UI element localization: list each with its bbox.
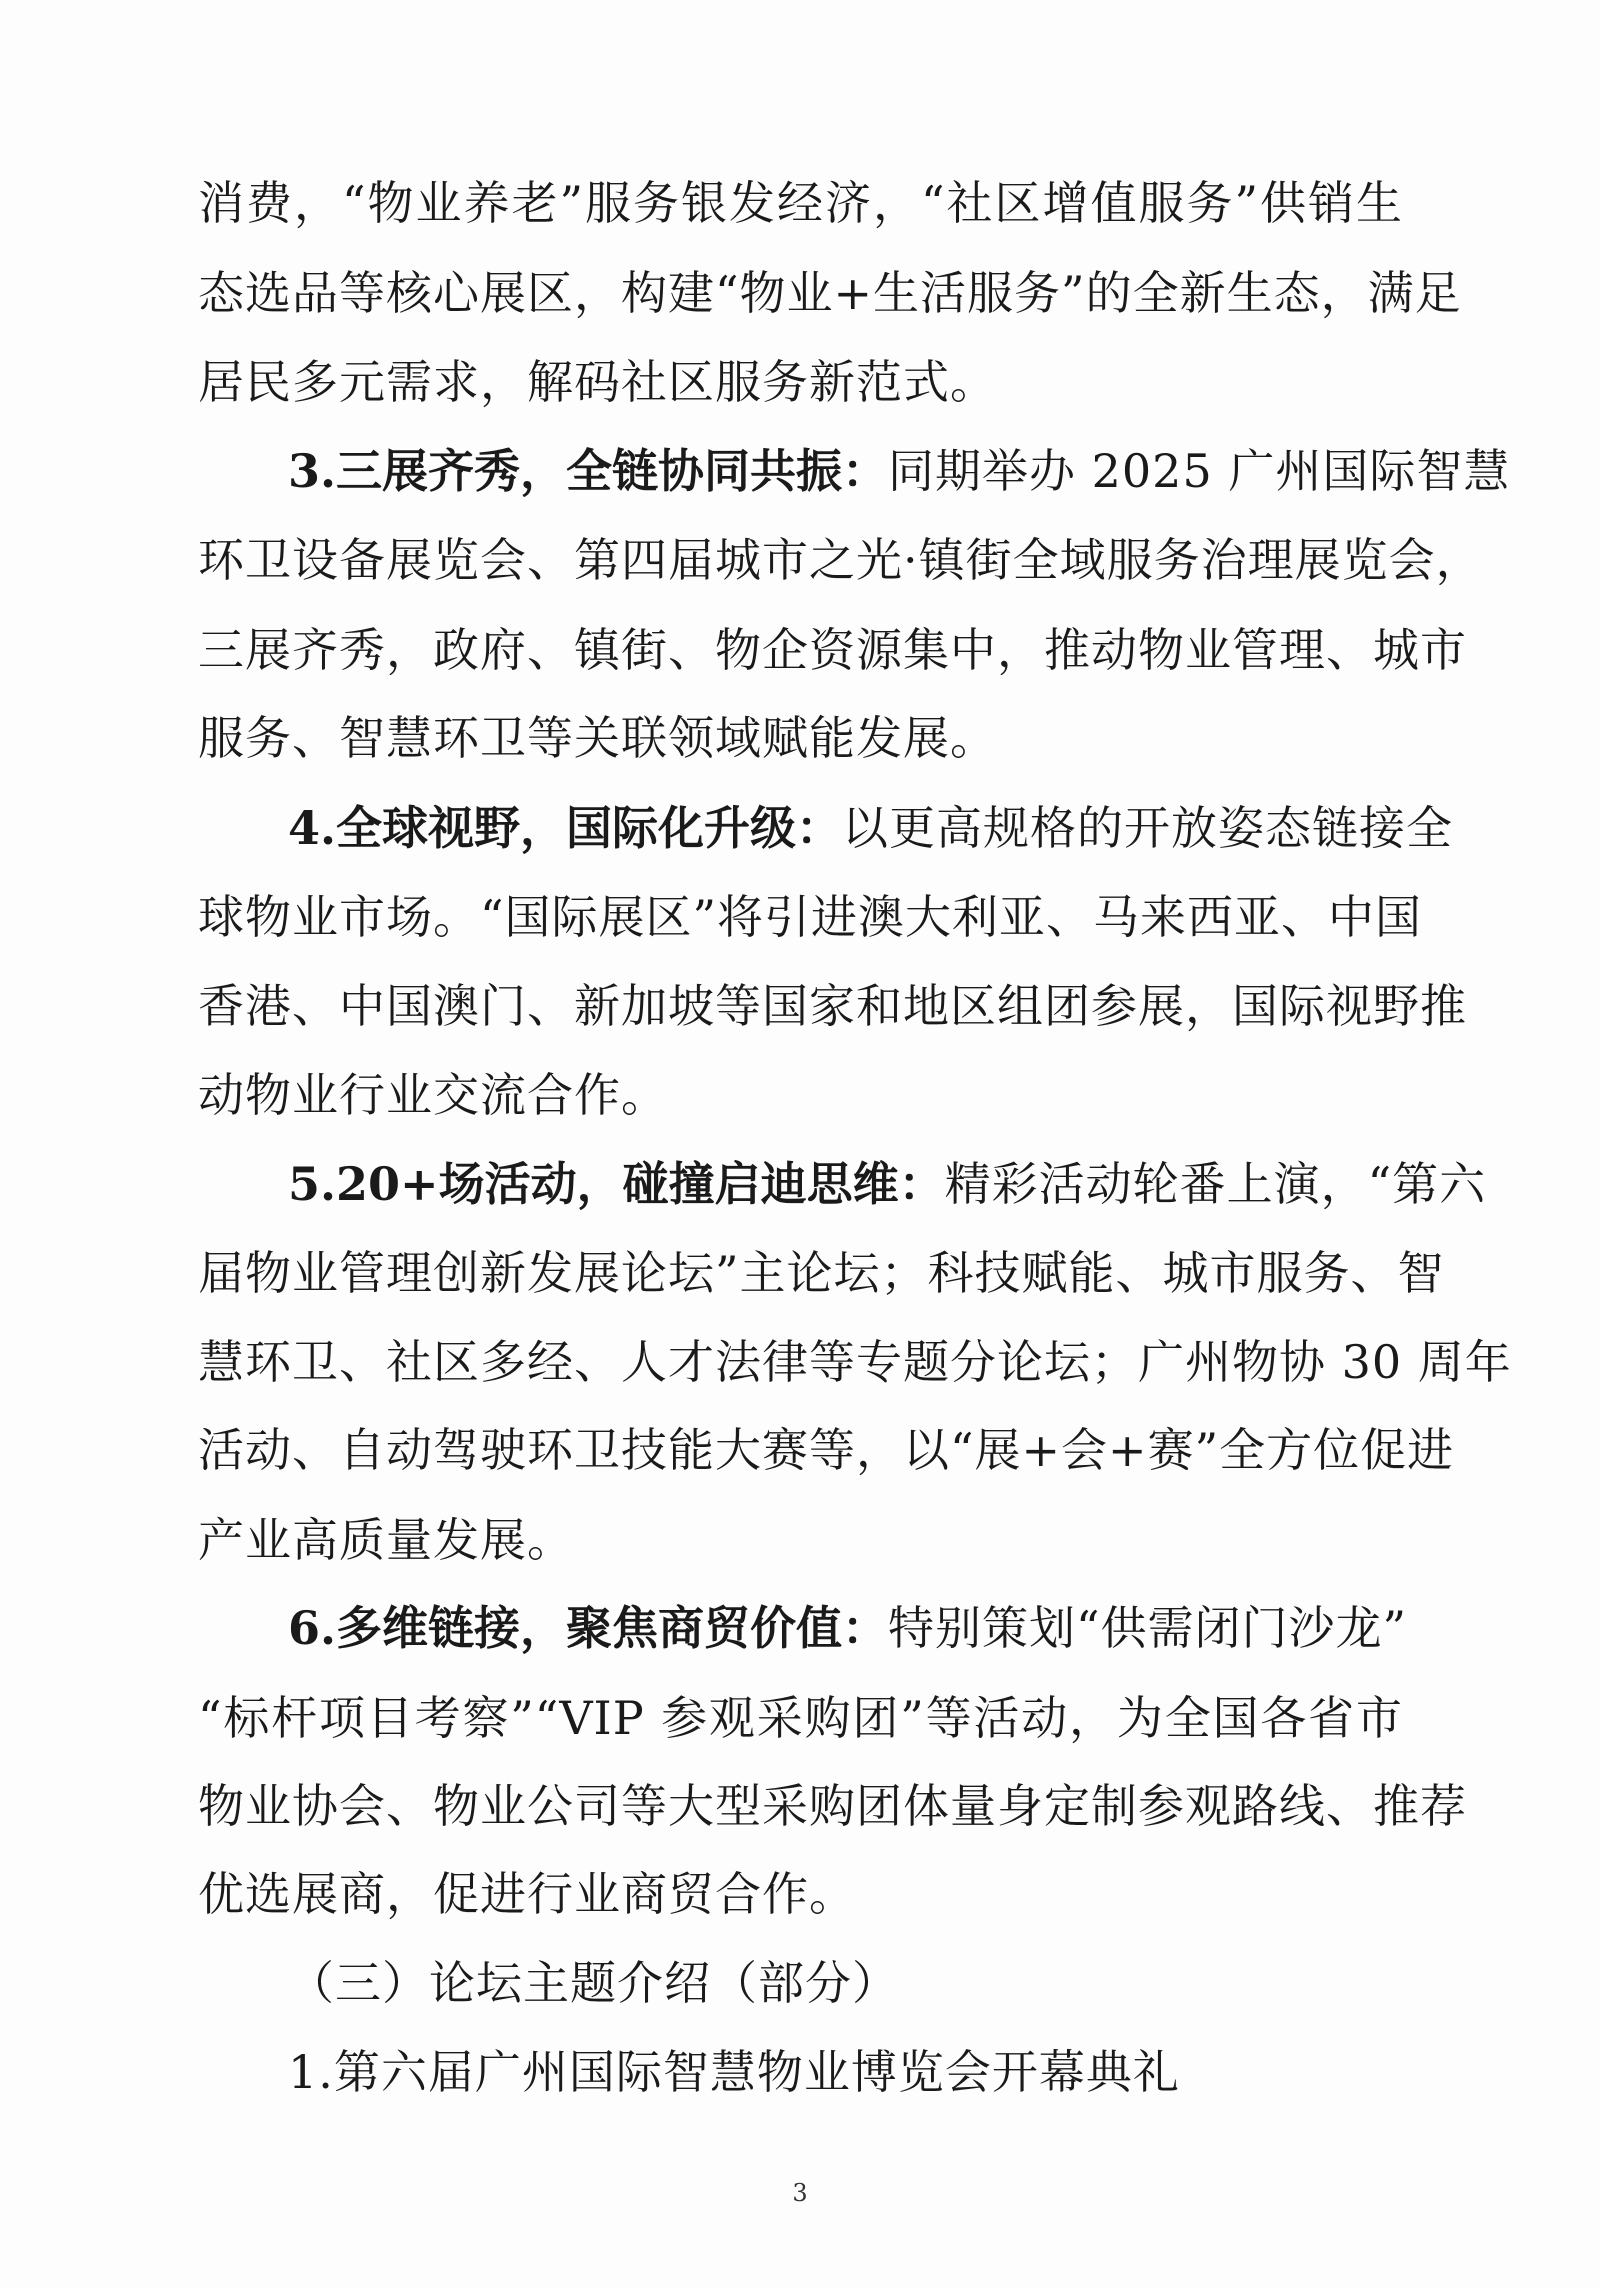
item-text: 同期举办 2025 广州国际智慧 (888, 444, 1511, 498)
page-number: 3 (792, 2179, 808, 2207)
text-line: 球物业市场。“国际展区”将引进澳大利亚、马来西亚、中国 (198, 890, 1423, 944)
text-line: 优选展商，促进行业商贸合作。 (198, 1867, 856, 1921)
paragraph-first-line (288, 1156, 1487, 1212)
text-line: 环卫设备展览会、第四届城市之光·镇街全域服务治理展览会， (198, 533, 1483, 587)
text-line: 慧环卫、社区多经、人才法律等专题分论坛；广州物协 30 周年 (198, 1335, 1512, 1389)
text-line: 居民多元需求，解码社区服务新范式。 (198, 355, 997, 409)
text-line: 服务、智慧环卫等关联领域赋能发展。 (198, 711, 997, 765)
item-text: 精彩活动轮番上演，“第六 (944, 1157, 1487, 1211)
text-line: 物业协会、物业公司等大型采购团体量身定制参观路线、推荐 (198, 1779, 1467, 1833)
text-line: 态选品等核心展区，构建“物业+生活服务”的全新生态，满足 (198, 266, 1462, 320)
paragraph-first-line (288, 443, 1511, 499)
text-line: 届物业管理创新发展论坛”主论坛；科技赋能、城市服务、智 (198, 1246, 1445, 1300)
item-heading: 5.20+场活动，碰撞启迪思维： (288, 1157, 945, 1211)
text-line: 三展齐秀，政府、镇街、物企资源集中，推动物业管理、城市 (198, 623, 1467, 677)
text-line: 动物业行业交流合作。 (198, 1068, 668, 1122)
item-text: 以更高规格的开放姿态链接全 (842, 801, 1454, 855)
item-heading: 6.多维链接，聚焦商贸价值： (288, 1601, 889, 1655)
paragraph-first-line (288, 1600, 1408, 1656)
text-line: 产业高质量发展。 (198, 1513, 574, 1567)
item-heading: 3.三展齐秀，全链协同共振： (288, 444, 889, 498)
paragraph-first-line (288, 800, 1454, 856)
item-heading: 4.全球视野，国际化升级： (288, 801, 843, 855)
text-line: 活动、自动驾驶环卫技能大赛等，以“展+会+赛”全方位促进 (198, 1423, 1455, 1477)
text-line: “标杆项目考察”“VIP 参观采购团”等活动，为全国各省市 (198, 1691, 1403, 1745)
text-line: 香港、中国澳门、新加坡等国家和地区组团参展，国际视野推 (198, 979, 1467, 1033)
section-heading: （三）论坛主题介绍（部分） (288, 1956, 899, 2010)
item-text: 特别策划“供需闭门沙龙” (888, 1601, 1408, 1655)
text-line: 消费，“物业养老”服务银发经济，“社区增值服务”供销生 (198, 176, 1403, 230)
list-item: 1.第六届广州国际智慧物业博览会开幕典礼 (288, 2045, 1180, 2099)
